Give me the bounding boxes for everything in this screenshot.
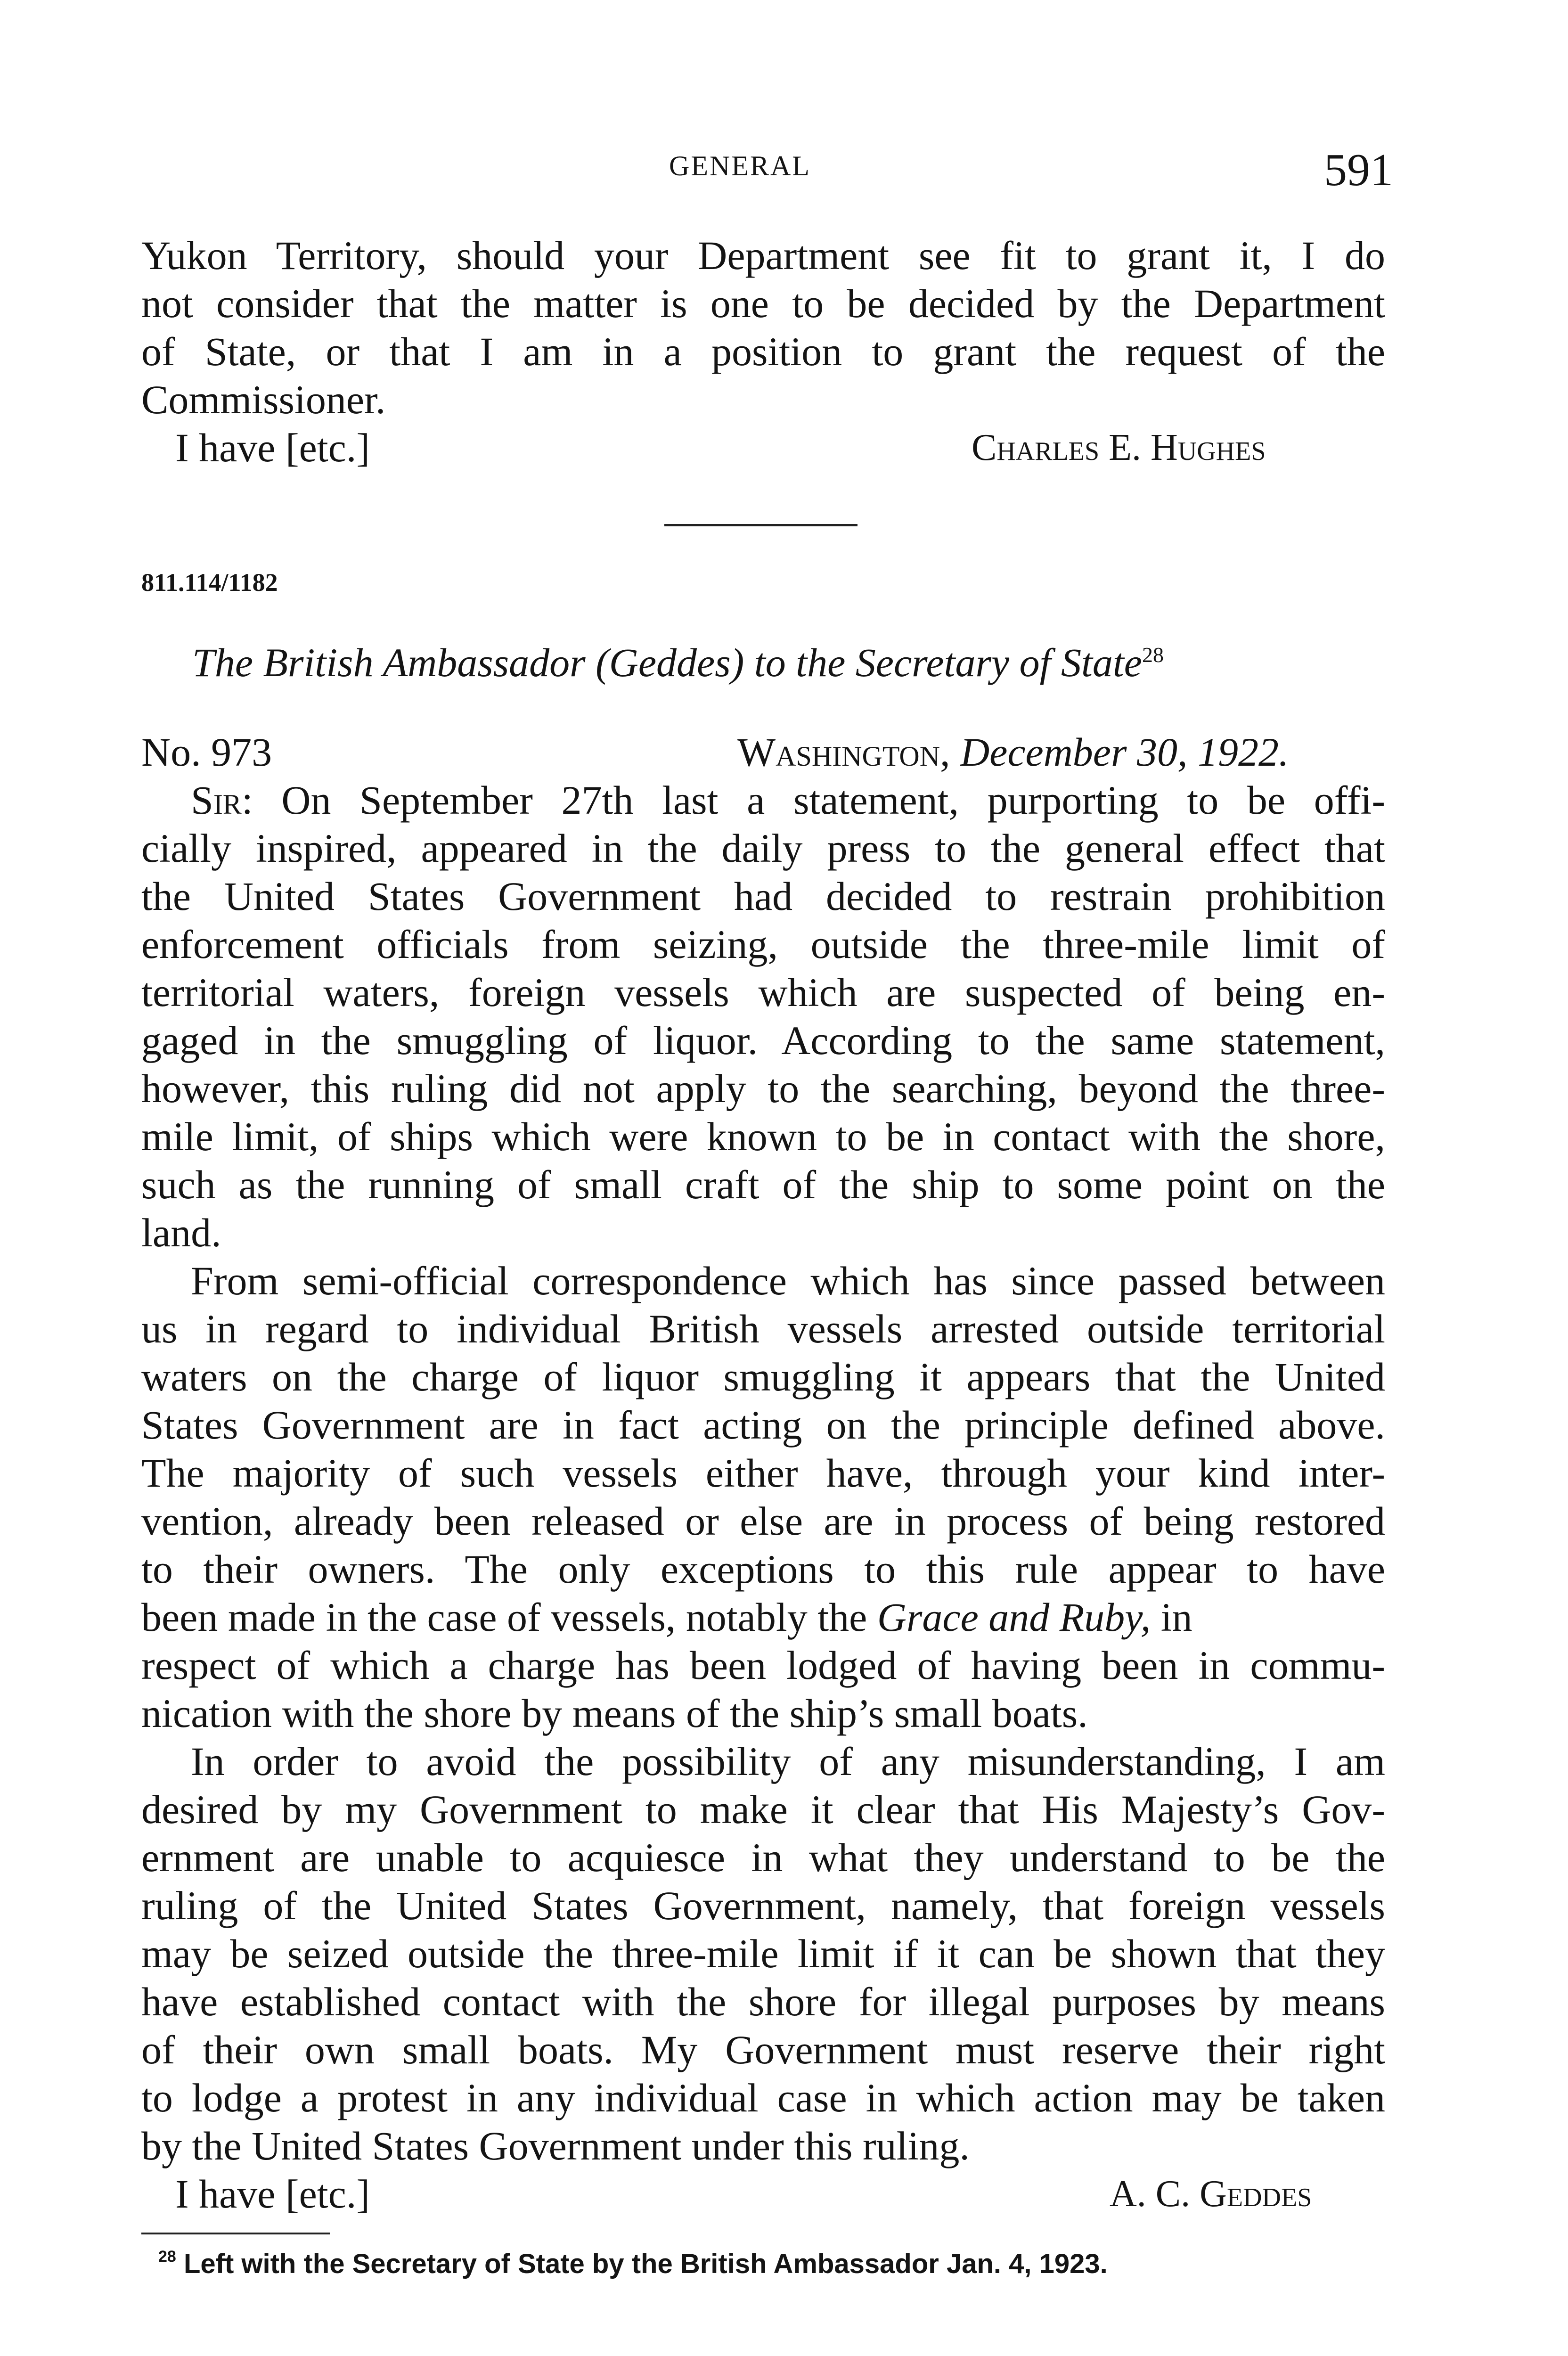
paragraph-3-line: In order to avoid the possibility of any misunderstanding, I am <box>191 1739 1385 1784</box>
dateline <box>141 728 1385 777</box>
paragraph-1-line: land. <box>141 1210 221 1255</box>
salutation: Sir: <box>191 777 253 823</box>
paragraph-3-line: by the United States Government under this ruling. <box>141 2123 970 2168</box>
paragraph-1-line: enforcement officials from seizing, outside the three-mile limit of <box>141 922 1385 967</box>
file-number: 811.114/1182 <box>141 568 278 597</box>
footnote-marker: 28 <box>158 2248 176 2266</box>
paragraph-2-text: in <box>1151 1595 1192 1640</box>
paragraph-2-line: respect of which a charge has been lodged of having been in commu- <box>141 1643 1385 1688</box>
paragraph-1-line: such as the running of small craft of the ship to some point on the <box>141 1162 1385 1207</box>
footnote-reference: 28 <box>1142 643 1164 667</box>
first-line-text: On September 27th last a statement, purporting to be offi- <box>281 777 1386 823</box>
paragraph-2-line: nication with the shore by means of the ship’s small boats. <box>141 1691 1088 1736</box>
paragraph-3-line: ernment are unable to acquiesce in what they understand to be the <box>141 1835 1385 1880</box>
paragraph-3-line: to lodge a protest in any individual case in which action may be taken <box>141 2075 1385 2120</box>
paragraph-1-line <box>191 776 1385 825</box>
footnote-divider <box>141 2233 330 2234</box>
paragraph-1-line: cially inspired, appeared in the daily press to the general effect that <box>141 826 1385 871</box>
paragraph-2-line <box>141 1593 1385 1642</box>
section-divider <box>664 524 858 526</box>
paragraph-2-line: vention, already been released or else are in process of being restored <box>141 1498 1385 1544</box>
continuation-line: Yukon Territory, should your Department see fit to grant it, I do <box>141 233 1385 278</box>
paragraph-1-line: mile limit, of ships which were known to be in contact with the shore, <box>141 1114 1385 1159</box>
paragraph-2-line: From semi-official correspondence which has since passed between <box>191 1258 1385 1303</box>
document-title-text: The British Ambassador (Geddes) to the Secretary of State <box>192 640 1142 685</box>
paragraph-2-line: us in regard to individual British vessels arrested outside territorial <box>141 1306 1385 1351</box>
paragraph-3-line: may be seized outside the three-mile limit if it can be shown that they <box>141 1931 1385 1976</box>
continuation-closing: I have [etc.] <box>175 425 370 470</box>
vessel-name: Grace and Ruby, <box>877 1595 1151 1640</box>
footnote <box>158 2248 1108 2280</box>
paragraph-2-text: been made in the case of vessels, notably the <box>141 1595 877 1640</box>
paragraph-3-line: of their own small boats. My Government must reserve their right <box>141 2027 1385 2072</box>
paragraph-3-line: ruling of the United States Government, namely, that foreign vessels <box>141 1883 1385 1928</box>
paragraph-2-line: The majority of such vessels either have, through your kind inter- <box>141 1450 1385 1496</box>
paragraph-2-line: States Government are in fact acting on the principle defined above. <box>141 1402 1385 1448</box>
document-number: No. 973 <box>141 729 272 775</box>
page-number: 591 <box>1324 145 1393 196</box>
paragraph-1-line: the United States Government had decided to restrain prohibition <box>141 874 1385 919</box>
continuation-line: of State, or that I am in a position to grant the request of the <box>141 329 1385 374</box>
paragraph-2-line: to their owners. The only exceptions to this rule appear to have <box>141 1546 1385 1592</box>
signature: A. C. Geddes <box>1110 2173 1312 2215</box>
dateline-date: December 30, 1922. <box>960 729 1289 775</box>
paragraph-1-line: gaged in the smuggling of liquor. According to the same statement, <box>141 1018 1385 1063</box>
dateline-place: Washington, <box>737 729 950 775</box>
closing: I have [etc.] <box>175 2171 370 2217</box>
paragraph-1-line: territorial waters, foreign vessels which are suspected of being en- <box>141 970 1385 1015</box>
running-header-title: GENERAL <box>669 150 811 181</box>
continuation-line: Commissioner. <box>141 377 386 422</box>
paragraph-1-line: however, this ruling did not apply to the searching, beyond the three- <box>141 1066 1385 1111</box>
paragraph-3-line: have established contact with the shore for illegal purposes by means <box>141 1979 1385 2024</box>
paragraph-2-line: waters on the charge of liquor smuggling it appears that the United <box>141 1354 1385 1399</box>
footnote-text: Left with the Secretary of State by the British Ambassador Jan. 4, 1923. <box>183 2249 1108 2279</box>
paragraph-3-line: desired by my Government to make it clear that His Majesty’s Gov- <box>141 1787 1385 1832</box>
dateline-place-date <box>737 728 1289 777</box>
continuation-line: not consider that the matter is one to be decided by the Department <box>141 281 1385 326</box>
continuation-signature: Charles E. Hughes <box>972 427 1266 468</box>
document-title <box>192 639 1164 686</box>
